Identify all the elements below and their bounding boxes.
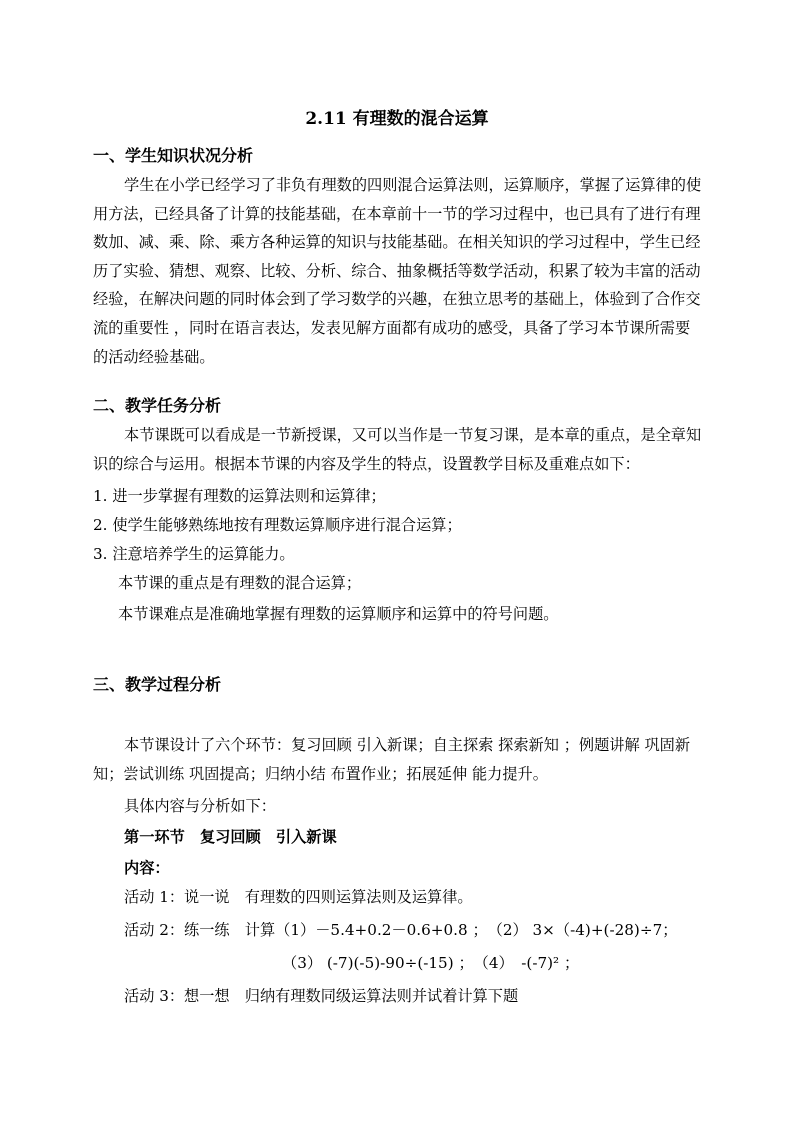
goal-item-2: 2. 使学生能够熟练地按有理数运算顺序进行混合运算； <box>93 516 462 534</box>
goal-item-3: 3. 注意培养学生的运算能力。 <box>93 545 295 563</box>
task-analysis-text: 本节课既可以看成是一节新授课，又可以当作是一节复习课，是本章的重点，是全章知识的综合与运用。根据本节课的内容及学生的特点，设置教学目标及重难点如下： <box>93 426 702 473</box>
activity-2-line-2: （3） (-7)(-5)-90÷(-15) ； （4） -(-7)² ； <box>282 954 580 972</box>
section-heading-student-analysis: 一、学生知识状况分析 <box>93 146 254 165</box>
section-heading-task-analysis: 二、教学任务分析 <box>93 396 222 415</box>
student-analysis-paragraph <box>93 171 703 371</box>
section-heading-process-analysis: 三、教学过程分析 <box>93 675 222 694</box>
content-label: 内容： <box>124 859 170 877</box>
process-text: 本节课设计了六个环节：复习回顾 引入新课；自主探索 探索新知 ；例题讲解 巩固新知；尝试训练 巩固提高；归纳小结 布置作业；拓展延伸 能力提升。 <box>93 736 691 783</box>
task-analysis-paragraph <box>93 421 703 478</box>
activity-2-line-1: 活动 2：练一练 计算（1）－5.4+0.2－0.6+0.8 ； （2） 3×（-4)+(-28)÷7； <box>124 921 678 939</box>
student-analysis-text: 学生在小学已经学习了非负有理数的四则混合运算法则，运算顺序，掌握了运算律的使用方法，已经具备了计算的技能基础，在本章前十一节的学习过程中，也已具有了进行有理数加、减、乘、除、乘方各种运算的知识与技能基础。在相关知识的学习过程中，学生已经历了实验、猜想、观察、比较、分析、综合、抽象概括等数学活动，积累了较为丰富的活动经验，在解决问题的同时体会到了学习数学的兴趣，在独立思考的基础上，体验到了合作交流的重要性 ，同时在语言表达，发表见解方面都有成功的感受，具备了学习本节课所需要的活动经验基础。 <box>93 176 702 366</box>
stage1-heading: 第一环节 复习回顾 引入新课 <box>124 828 337 846</box>
page-title: 2.11 有理数的混合运算 <box>305 109 489 129</box>
process-paragraph <box>93 731 703 788</box>
activity-1: 活动 1：说一说 有理数的四则运算法则及运算律。 <box>124 888 473 906</box>
difficulty-point: 本节课难点是准确地掌握有理数的运算顺序和运算中的符号问题。 <box>118 605 559 623</box>
key-point: 本节课的重点是有理数的混合运算； <box>118 574 361 592</box>
goal-item-1: 1. 进一步掌握有理数的运算法则和运算律； <box>93 487 386 505</box>
detail-intro: 具体内容与分析如下： <box>124 797 276 815</box>
activity-3: 活动 3：想一想 归纳有理数同级运算法则并试着计算下题 <box>124 987 519 1005</box>
